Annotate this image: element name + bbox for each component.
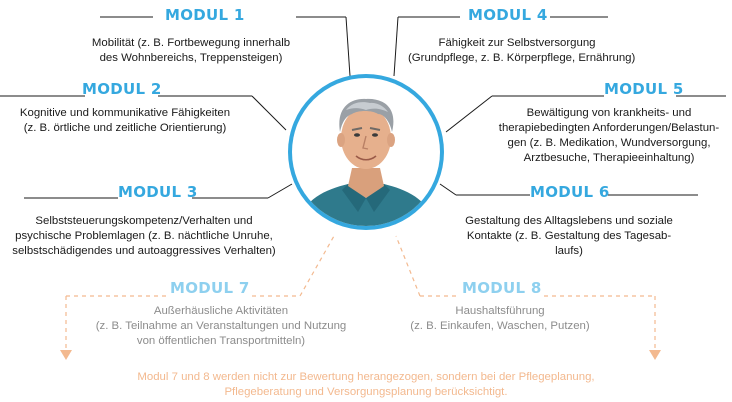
modul-5-connector (446, 96, 492, 132)
modul-7-dashed-line (300, 236, 334, 296)
modul-1-line: des Wohnbereichs, Treppensteigen) (99, 52, 283, 64)
modul-1-connector (346, 17, 350, 76)
modul-8-line: (z. B. Einkaufen, Waschen, Putzen) (410, 320, 590, 332)
modul-6-line: laufs) (555, 245, 583, 257)
modul-5-description (496, 106, 722, 166)
modul-1-line: Mobilität (z. B. Fortbewegung innerhalb (91, 37, 291, 49)
modul-6-line: Kontakte (z. B. Gestaltung des Tagesab- (466, 230, 672, 242)
modul-5-line: therapiebedingten Anforderungen/Belastun- (498, 122, 720, 134)
modul-2-description (0, 106, 250, 136)
modul-2-line: Kognitive und kommunikative Fähigkeiten (19, 107, 231, 119)
modul-3-description (10, 214, 278, 259)
modul-6-title: MODUL 6 (530, 183, 610, 201)
modul-8-arrow-icon (649, 350, 661, 360)
modul-3-line: selbstschädigendes und autoaggressives Verhalten) (12, 245, 276, 257)
modul-7-description (76, 304, 366, 349)
modul-5-line: Arztbesuche, Therapieeinhaltung) (523, 152, 695, 164)
modul-7-line: (z. B. Teilnahme an Veranstaltungen und Nutzung (95, 320, 347, 332)
modul-4-title: MODUL 4 (468, 6, 548, 24)
modul-5-line: Bewältigung von krankheits- und (526, 107, 692, 119)
modul-4-connector (394, 17, 398, 76)
modul-5-line: gen (z. B. Medikation, Wundversorgung, (507, 137, 711, 149)
modul-3-line: Selbststeuerungskompetenz/Verhalten und (35, 215, 253, 227)
person-portrait (286, 72, 446, 232)
modul-2-title: MODUL 2 (82, 80, 162, 98)
modul-4-line: Fähigkeit zur Selbstversorgung (438, 37, 596, 49)
footnote-line: Modul 7 und 8 werden nicht zur Bewertung herangezogen, sondern bei der Pflegeplanung, (137, 371, 595, 383)
modul-7-line: von öffentlichen Transportmitteln) (136, 335, 306, 347)
modul-7-title: MODUL 7 (170, 279, 250, 297)
modul-7-arrow-icon (60, 350, 72, 360)
modul-8-line: Haushaltsführung (455, 305, 545, 317)
modul-5-title: MODUL 5 (604, 80, 684, 98)
modul-7-line: Außerhäusliche Aktivitäten (153, 305, 289, 317)
modul-6-line: Gestaltung des Alltagslebens und soziale (465, 215, 673, 227)
modul-3-title: MODUL 3 (118, 183, 198, 201)
modul-4-description (408, 36, 636, 66)
modul-4-line: (Grundpflege, z. B. Körperpflege, Ernährung) (408, 52, 636, 64)
modul-8-description (396, 304, 604, 334)
modul-1-description (86, 36, 296, 66)
modul-2-line: (z. B. örtliche und zeitliche Orientierung) (23, 122, 227, 134)
modul-2-connector (252, 96, 286, 130)
footnote-line: Pflegeberatung und Versorgungsplanung berücksichtigt. (224, 386, 508, 398)
modul-8-title: MODUL 8 (462, 279, 542, 297)
modul-8-dashed-line (396, 236, 420, 296)
footnote (0, 370, 732, 400)
modul-1-title: MODUL 1 (165, 6, 245, 24)
modul-3-line: psychische Problemlagen (z. B. nächtliche Unruhe, (15, 230, 273, 242)
modul-6-description (456, 214, 682, 259)
